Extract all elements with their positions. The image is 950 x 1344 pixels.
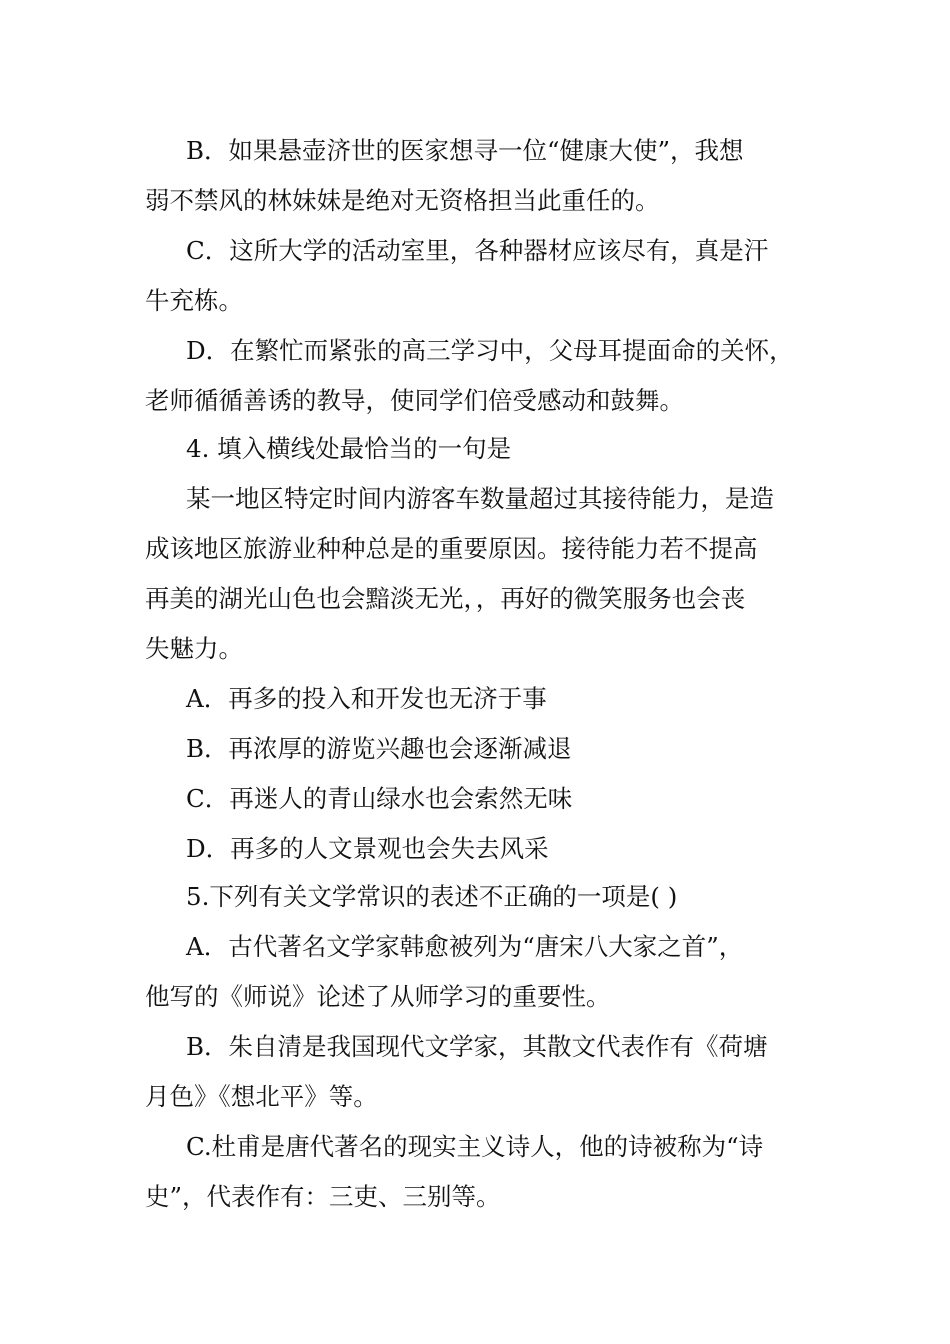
q5-option-c-line1: C.杜甫是唐代著名的现实主义诗人，他的诗被称为“诗 [186, 1132, 764, 1161]
q4-passage-line4: 失魅力。 [145, 634, 243, 663]
q5-option-b-line2: 月色》《想北平》等。 [145, 1082, 378, 1111]
q5-option-a-line2: 他写的《师说》论述了从师学习的重要性。 [145, 982, 611, 1011]
q3-option-c-line1: C．这所大学的活动室里，各种器材应该尽有，真是汗 [186, 236, 769, 265]
q3-option-d-line1: D．在繁忙而紧张的高三学习中，父母耳提面命的关怀， [186, 336, 794, 365]
q3-option-b-line1: B．如果悬壶济世的医家想寻一位“健康大使”，我想 [186, 136, 744, 165]
q4-option-b: B．再浓厚的游览兴趣也会逐渐减退 [186, 734, 572, 763]
q4-passage-line3: 再美的湖光山色也会黯淡无光，，再好的微笑服务也会丧 [145, 584, 746, 613]
q4-option-a: A．再多的投入和开发也无济于事 [186, 684, 547, 713]
q4-passage-line1: 某一地区特定时间内游客车数量超过其接待能力，是造 [186, 484, 774, 513]
q5-option-b-line1: B．朱自清是我国现代文学家，其散文代表作有《荷塘 [186, 1032, 768, 1061]
q4-stem: 4. 填入横线处最恰当的一句是 [186, 434, 512, 463]
q5-option-a-line1: A．古代著名文学家韩愈被列为“唐宋八大家之首”， [186, 932, 744, 961]
q3-option-c-line2: 牛充栋。 [145, 286, 243, 315]
q3-option-d-line2: 老师循循善诱的教导，使同学们倍受感动和鼓舞。 [145, 386, 684, 415]
q4-passage-line2: 成该地区旅游业种种总是的重要原因。接待能力若不提高 [145, 534, 758, 563]
q4-option-d: D．再多的人文景观也会失去风采 [186, 834, 549, 863]
q5-option-c-line2: 史”，代表作有：三吏、三别等。 [145, 1182, 501, 1211]
q5-stem: 5.下列有关文学常识的表述不正确的一项是( ) [186, 882, 678, 911]
q3-option-b-line2: 弱不禁风的林妹妹是绝对无资格担当此重任的。 [145, 186, 660, 215]
q4-option-c: C．再迷人的青山绿水也会索然无味 [186, 784, 573, 813]
